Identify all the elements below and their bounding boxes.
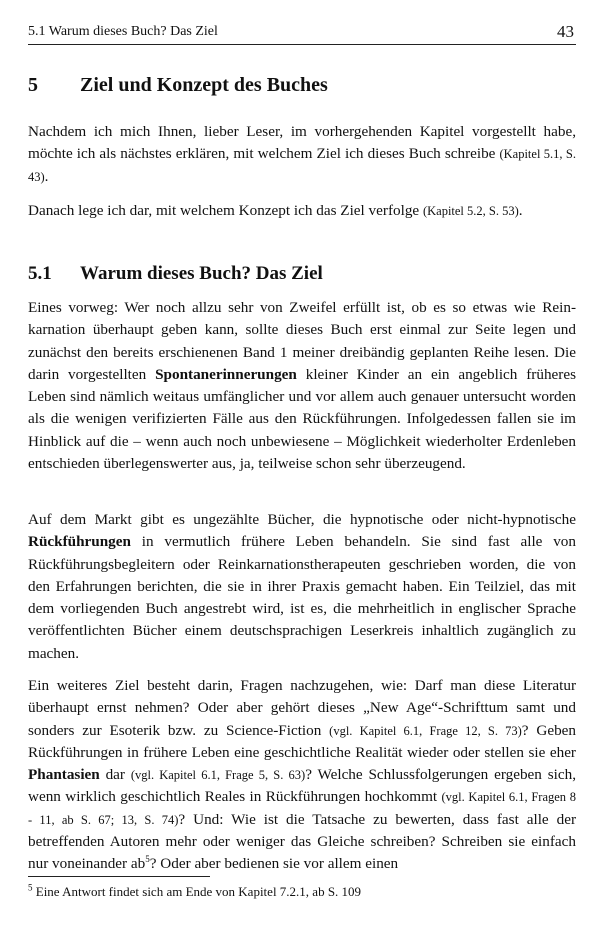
- emphasis-term: Phantasien: [28, 766, 100, 784]
- body-text: ? Geben Rückführungen in frühere Leben eine geschichtliche Realität wieder oder stellen sie eher: [28, 721, 576, 761]
- footnote-marker[interactable]: 5: [145, 854, 150, 865]
- body-paragraph-1: [28, 297, 576, 475]
- body-text: in vermutlich frühere Leben behandeln. Sie sind fast alle von Rückführungsbegleitern oder Reinkarnationstherapeuten geschrieben worden, die von den Erfahrungen berichten, die sie in ihrer Praxis gemacht haben. Ein Teilziel, das mit dem vorliegenden Buch angestrebt wird, ist es, die mehrheitlich in englischer Sprache veröffentlichten Bücher einem deutschsprachigen Leserkreis inhaltlich zugänglich zu machen.: [28, 533, 576, 662]
- footnote-divider: [28, 876, 210, 877]
- footnote: [28, 884, 361, 900]
- footnote-text: Eine Antwort findet sich am Ende von Kapitel 7.2.1, ab S. 109: [32, 884, 362, 899]
- body-text: kleiner Kinder an ein angeblich früheres Leben sind nämlich weitaus umfänglicher und vor allem auch genauer untersucht worden als die wenigen verifizierten Fälle aus den Rückführungen. Infolgedessen fallen sie im Hinblick auf die – wenn auch noch unbewiesene – Möglichkeit wiederholter Erdenleben entschieden überlegenswerter aus, ja, teilweise schon sehr überzeugend.: [28, 365, 576, 473]
- cross-reference: (vgl. Kapitel 6.1, Frage 5, S. 63): [130, 768, 306, 783]
- intro-paragraph-1: [28, 121, 576, 188]
- body-text: Ein weiteres Ziel besteht darin, Fragen nachzugehen, wie: Darf man diese Literatur überhaupt ernst nehmen? Oder aber gehört dieses „New Age“-Schrifttum samt und sonders zur Esoterik bzw. zu Science-Fiction: [28, 677, 576, 739]
- intro-text-1: Nachdem ich mich Ihnen, lieber Leser, im vorhergehenden Kapitel vorgestellt habe, möchte ich als nächstes erklären, mit welchem Ziel ich dieses Buch schreibe: [28, 123, 576, 163]
- running-title: 5.1 Warum dieses Buch? Das Ziel: [28, 24, 218, 39]
- body-text: dar: [99, 766, 131, 784]
- section-title: Warum dieses Buch? Das Ziel: [80, 263, 323, 284]
- body-paragraph-2: [28, 509, 576, 665]
- body-text: ? Oder aber bedienen sie vor allem einen: [149, 855, 399, 873]
- cross-reference: (Kapitel 5.1, S. 43): [28, 147, 576, 184]
- footnote-number: 5: [28, 882, 33, 893]
- chapter-number: 5: [28, 74, 38, 96]
- cross-reference: (Kapitel 5.2, S. 53): [422, 204, 519, 218]
- chapter-title: Ziel und Konzept des Buches: [80, 74, 328, 96]
- body-text: Auf dem Markt gibt es ungezählte Bücher, die hypnotische oder nicht-hypnotische: [28, 511, 576, 528]
- body-text: Eines vorweg: Wer noch allzu sehr von Zweifel erfüllt ist, ob es so etwas wie Reinkarnation überhaupt geben kann, sollte dieses Buch erst einmal zur Seite legen und zunächst den bereits erschienenen Band 1 meiner dreibändig geplanten Reihe lesen. Die darin vorgestellten: [28, 299, 576, 383]
- section-heading: [28, 263, 323, 285]
- section-number: 5.1: [28, 263, 52, 284]
- emphasis-term: Spontanerinnerungen: [155, 365, 297, 383]
- punctuation: .: [518, 202, 523, 219]
- intro-text-2: Danach lege ich dar, mit welchem Konzept ich das Ziel verfolge: [28, 202, 423, 219]
- intro-paragraph-2: [28, 200, 576, 222]
- body-paragraph-3: [28, 675, 576, 876]
- cross-reference: (vgl. Kapitel 6.1, Fragen 8 - 11, ab S. 67; 13, S. 74): [28, 790, 576, 827]
- chapter-heading: [28, 74, 328, 97]
- cross-reference: (vgl. Kapitel 6.1, Frage 12, S. 73): [329, 723, 522, 738]
- running-header: [28, 22, 576, 45]
- page-number: 43: [557, 22, 574, 41]
- emphasis-term: Rückführungen: [28, 533, 131, 551]
- punctuation: .: [44, 167, 49, 185]
- body-text: ? Und: Wie ist die Tatsache zu bewerten, dass fast alle der betreffenden Autoren mehr oder weniger das Gleiche schreiben? Schreiben sie einfach nur voneinander ab: [28, 810, 576, 873]
- body-text: ? Welche Schlussfolgerungen ergeben sich, wenn wirklich geschichtlich Reales in Rückführungen hochkommt: [28, 766, 576, 806]
